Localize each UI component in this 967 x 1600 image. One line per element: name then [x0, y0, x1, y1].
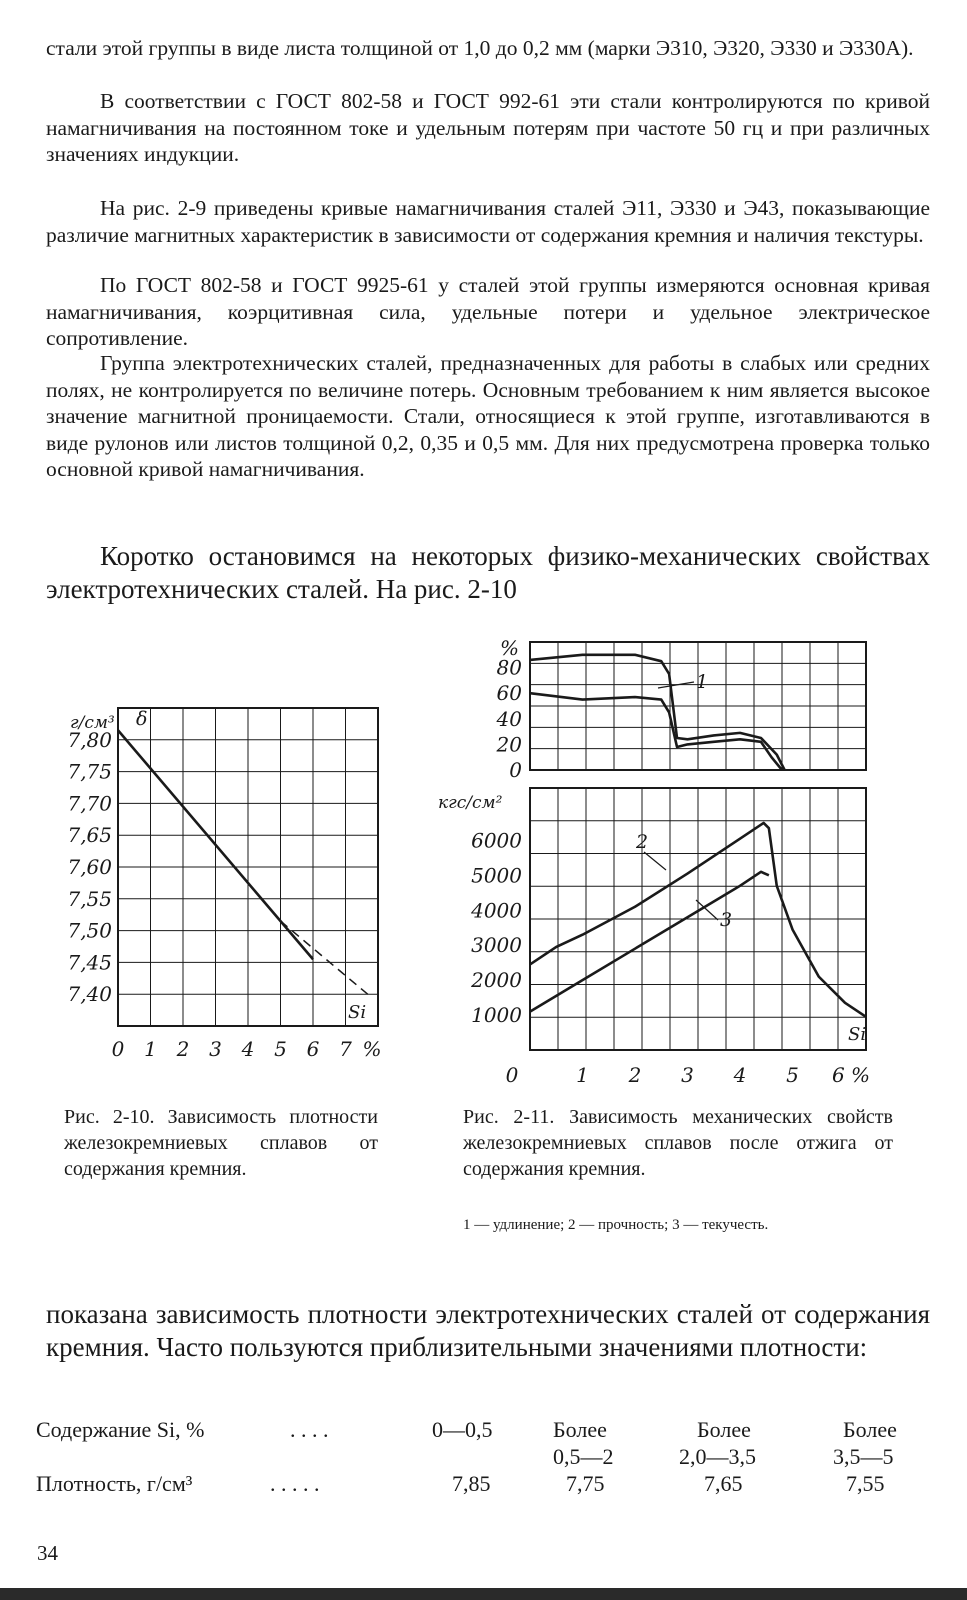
fig11-x-tick: 5: [786, 1063, 799, 1087]
table-col1: 0—0,5: [432, 1417, 493, 1442]
fig11-curve-label-2: 2: [636, 831, 649, 853]
fig11-bottom-ylabel: кгс/см²: [438, 793, 503, 813]
fig11-bottom-y-tick: 5000: [471, 863, 522, 888]
fig10-line-2: [281, 921, 372, 997]
fig11-bottom-y-tick: 3000: [471, 933, 522, 958]
paragraph-4: По ГОСТ 802-58 и ГОСТ 9925-61 у сталей этой группы измеряются основная кривая намагничивания, коэрцитивная сила, удельные потери и удельное электрическое сопротивление.: [46, 273, 930, 350]
fig11-top-curve-1: [530, 655, 785, 770]
fig10-x-tick: %: [362, 1037, 382, 1061]
figure-2-10: [40, 690, 400, 1070]
fig10-x-tick: 6: [306, 1037, 320, 1061]
fig11-curve-label-1: 1: [696, 671, 709, 693]
fig10-y-tick-labels: [67, 728, 112, 1006]
table-col2-bottom: 0,5—2: [553, 1444, 614, 1469]
paragraph-6: Коротко остановимся на некоторых физико-механических свойствах электротехнических сталей. На рис. 2-10: [46, 541, 930, 604]
fig10-grid: [118, 708, 378, 1026]
table-col4-bottom: 3,5—5: [833, 1444, 894, 1469]
table-col3-bottom: 2,0—3,5: [679, 1444, 756, 1469]
table-row1-dots: . . . .: [290, 1417, 329, 1442]
fig11-bottom-y-tick: 1000: [471, 1003, 522, 1028]
fig10-y-tick: 7,60: [67, 855, 112, 879]
fig11-legend: 1 — удлинение; 2 — прочность; 3 — текучесть.: [463, 1217, 769, 1233]
fig11-leader-2: [644, 852, 666, 870]
table-row2-label: Плотность, г/см³: [36, 1471, 193, 1496]
table-col2-top: Более: [553, 1417, 607, 1442]
table-col4-top: Более: [843, 1417, 897, 1442]
paragraph-7: показана зависимость плотности электротехнических сталей от содержания кремния. Часто пользуются приблизительными значениями плотности:: [46, 1299, 930, 1362]
fig11-bottom-y-tick: 6000: [471, 828, 522, 853]
fig10-series: [118, 730, 372, 997]
fig10-y-tick: 7,55: [67, 886, 112, 911]
paragraph-3: На рис. 2-9 приведены кривые намагничивания сталей Э11, Э330 и Э43, показывающие различие магнитных характеристик в зависимости от содержания кремния и наличия текстуры.: [46, 196, 930, 247]
paragraph-2: В соответствии с ГОСТ 802-58 и ГОСТ 992-61 эти стали контролируются по кривой намагничивания на постоянном токе и удельным потерям при частоте 50 гц и при различных значениях индукции.: [46, 89, 930, 166]
fig11-x-tick-labels: [506, 1063, 870, 1087]
fig10-x-tick: 2: [176, 1037, 190, 1061]
table-col3-top: Более: [697, 1417, 751, 1442]
fig10-x-tick: 5: [274, 1037, 287, 1061]
fig11-top-y-tick: 80: [496, 655, 522, 680]
fig10-x-tick: 4: [241, 1037, 255, 1061]
table-value-4: 7,55: [846, 1471, 885, 1496]
fig11-top-y-tick: 20: [496, 732, 522, 757]
fig10-y-tick: 7,65: [67, 823, 112, 848]
table-row1-label: Содержание Si, %: [36, 1417, 205, 1442]
fig11-x-tick: 0: [505, 1063, 519, 1087]
fig11-corner-label: Si: [848, 1024, 867, 1045]
fig11-x-tick: 6 %: [831, 1063, 871, 1087]
fig10-y-tick: 7,40: [67, 982, 112, 1007]
fig11-top-curve-2: [530, 693, 782, 770]
fig11-top-y-tick: 40: [496, 706, 522, 731]
fig11-x-tick: 4: [733, 1063, 747, 1087]
table-value-3: 7,65: [704, 1471, 743, 1496]
fig10-y-tick: 7,50: [67, 918, 112, 943]
fig11-top-y-tick-labels: [496, 656, 523, 782]
fig10-symbol: δ: [136, 708, 148, 730]
fig10-caption: Рис. 2-10. Зависимость плотности железокремниевых сплавов от содержания кремния.: [64, 1106, 378, 1180]
figure-2-11: [430, 630, 890, 1090]
fig10-x-tick-labels: [112, 1037, 382, 1061]
fig10-x-tick: 3: [209, 1037, 222, 1061]
fig10-x-tick: 7: [339, 1037, 352, 1061]
fig11-bottom-grid: [530, 788, 866, 1050]
fig11-curve-label-3: 3: [720, 909, 733, 931]
table-value-1: 7,85: [452, 1471, 491, 1496]
fig11-bottom-y-tick: 4000: [471, 898, 522, 923]
fig11-caption: Рис. 2-11. Зависимость механических свойств железокремниевых сплавов после отжига от содержания кремния.: [463, 1106, 893, 1180]
fig10-x-tick: 1: [144, 1037, 157, 1061]
paragraph-1: стали этой группы в виде листа толщиной от 1,0 до 0,2 мм (марки Э310, Э320, Э330 и Э330А).: [46, 36, 914, 60]
fig11-bottom-y-tick: 2000: [471, 968, 522, 993]
fig11-x-tick: 3: [681, 1063, 694, 1087]
fig11-top-ylabel: %: [500, 636, 520, 660]
fig11-x-tick: 2: [628, 1063, 642, 1087]
fig10-x-tick: 0: [111, 1037, 125, 1061]
fig11-top-y-tick: 0: [509, 758, 522, 782]
page-number: 34: [37, 1541, 58, 1565]
fig10-y-tick: 7,70: [67, 791, 112, 816]
scan-edge: [0, 1588, 967, 1600]
fig10-ylabel: г/см³: [70, 713, 115, 733]
table-value-2: 7,75: [566, 1471, 605, 1496]
fig11-top-grid: [530, 642, 866, 770]
fig10-y-tick: 7,80: [67, 727, 112, 752]
fig11-bottom-y-tick-labels: [470, 828, 522, 1027]
fig11-x-tick: 1: [576, 1063, 589, 1087]
table-row2-dots: . . . . .: [270, 1471, 320, 1496]
fig10-y-tick: 7,45: [67, 950, 112, 975]
fig10-corner-label: Si: [348, 1002, 367, 1023]
paragraph-5: Группа электротехнических сталей, предназначенных для работы в слабых или средних полях, не контролируется по величине потерь. Основным требованием к ним является высокое значение магнитной проницаемости. Стали, относящиеся к этой группе, изготавливаются в виде рулонов или листов толщиной 0,2, 0,35 и 0,5 мм. Для них предусмотрена проверка только основной кривой намагничивания.: [46, 351, 930, 481]
fig11-top-y-tick: 60: [496, 681, 522, 706]
fig10-y-tick: 7,75: [67, 759, 112, 784]
fig11-top-series: [530, 655, 785, 770]
